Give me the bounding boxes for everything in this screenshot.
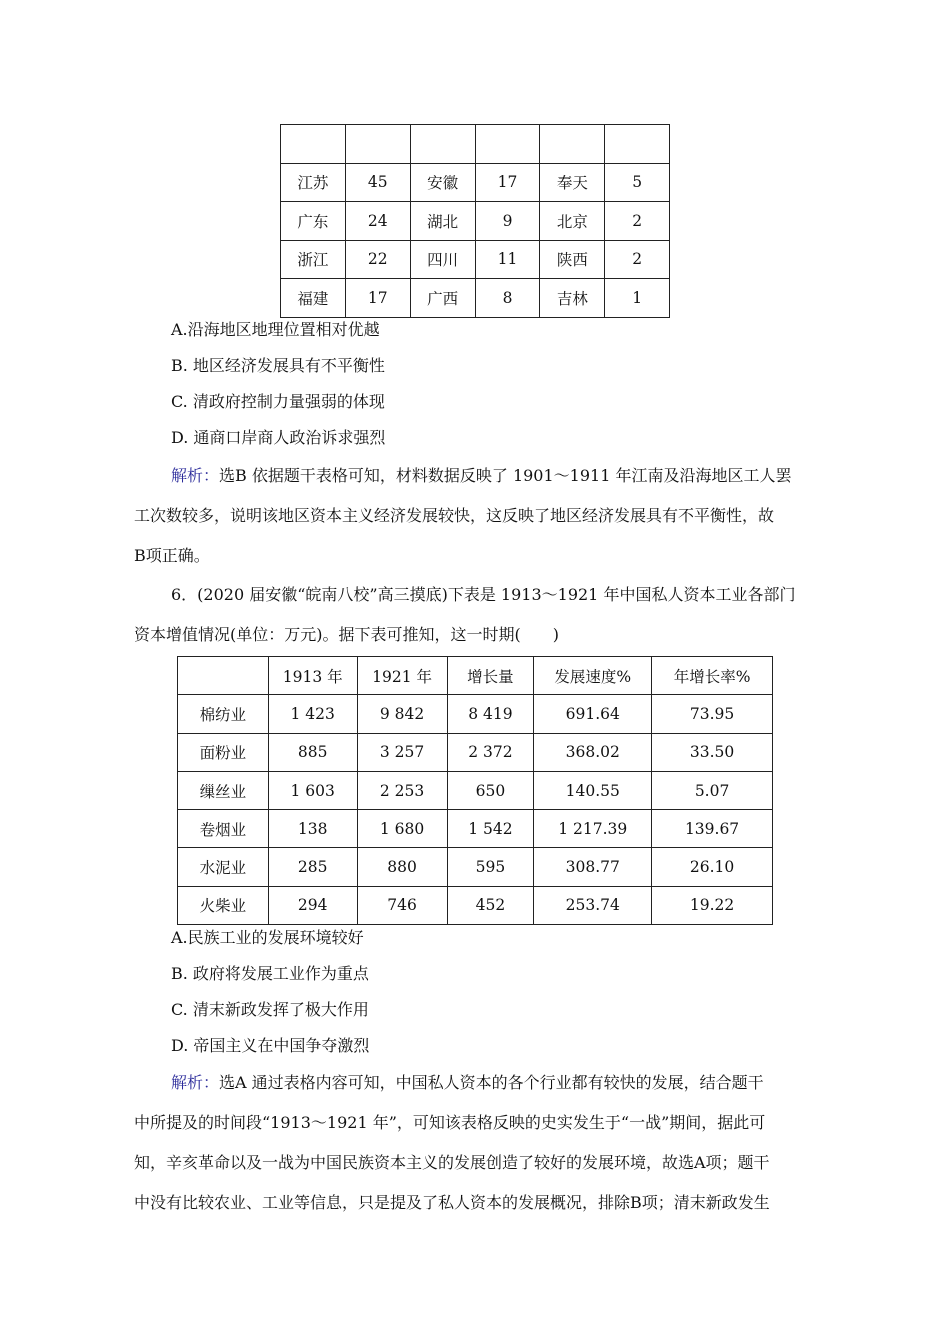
strike-count-table [280, 124, 670, 318]
header-cell [178, 657, 269, 695]
table-cell: 26.10 [652, 848, 773, 886]
header-cell [605, 125, 670, 164]
table-cell: 22 [345, 240, 410, 279]
analysis-text: 选B 依据题干表格可知，材料数据反映了 1901～1911 年江南及沿海地区工人罢 [219, 466, 792, 485]
header-cell [410, 125, 475, 164]
table-cell: 746 [357, 886, 447, 924]
table-row [281, 279, 670, 318]
header-cell [345, 125, 410, 164]
table-cell: 1 217.39 [534, 810, 652, 848]
header-cell [475, 125, 540, 164]
table-row [178, 848, 773, 886]
q6-option-d: D. 帝国主义在中国争夺激烈 [171, 1036, 370, 1055]
table-cell: 368.02 [534, 733, 652, 771]
table-cell: 广东 [281, 202, 346, 241]
table-cell: 308.77 [534, 848, 652, 886]
table-cell: 火柴业 [178, 886, 269, 924]
table-cell: 棉纺业 [178, 695, 269, 733]
table-cell: 2 [605, 240, 670, 279]
table-cell: 水泥业 [178, 848, 269, 886]
table-cell: 陕西 [540, 240, 605, 279]
table-cell: 福建 [281, 279, 346, 318]
table-cell: 139.67 [652, 810, 773, 848]
table-cell: 广西 [410, 279, 475, 318]
table-cell: 595 [447, 848, 534, 886]
analysis-text: 选A 通过表格内容可知，中国私人资本的各个行业都有较快的发展，结合题干 [219, 1073, 764, 1092]
table-cell: 面粉业 [178, 733, 269, 771]
table-row [281, 240, 670, 279]
table-cell: 北京 [540, 202, 605, 241]
header-cell [540, 125, 605, 164]
capital-growth-table [177, 656, 773, 925]
table-row [178, 771, 773, 809]
table-cell: 吉林 [540, 279, 605, 318]
table-cell: 2 372 [447, 733, 534, 771]
table-cell: 253.74 [534, 886, 652, 924]
table-cell: 8 [475, 279, 540, 318]
table-cell: 11 [475, 240, 540, 279]
table-cell: 885 [268, 733, 357, 771]
header-cell: 发展速度% [534, 657, 652, 695]
analysis-label: 解析： [171, 1073, 220, 1092]
table-cell: 浙江 [281, 240, 346, 279]
table-cell: 73.95 [652, 695, 773, 733]
q5-option-c: C. 清政府控制力量强弱的体现 [171, 392, 385, 411]
table-cell: 2 253 [357, 771, 447, 809]
table-cell: 17 [345, 279, 410, 318]
table-cell: 138 [268, 810, 357, 848]
q6-stem-line-2: 资本增值情况(单位：万元)。据下表可推知，这一时期( ) [134, 625, 559, 644]
table-cell: 33.50 [652, 733, 773, 771]
table-cell: 8 419 [447, 695, 534, 733]
table-cell: 5.07 [652, 771, 773, 809]
table-cell: 江苏 [281, 163, 346, 202]
table-cell: 650 [447, 771, 534, 809]
table-cell: 691.64 [534, 695, 652, 733]
table-cell: 880 [357, 848, 447, 886]
table-cell: 1 423 [268, 695, 357, 733]
table-cell: 卷烟业 [178, 810, 269, 848]
table-cell: 1 542 [447, 810, 534, 848]
table-cell: 9 [475, 202, 540, 241]
table-cell: 安徽 [410, 163, 475, 202]
header-cell [281, 125, 346, 164]
table-row [178, 810, 773, 848]
table-row [178, 733, 773, 771]
q5-option-d: D. 通商口岸商人政治诉求强烈 [171, 428, 386, 447]
table-cell: 缫丝业 [178, 771, 269, 809]
q6-analysis-line-3: 知，辛亥革命以及一战为中国民族资本主义的发展创造了较好的发展环境，故选A项；题干 [134, 1153, 770, 1172]
table-cell: 1 680 [357, 810, 447, 848]
table-cell: 45 [345, 163, 410, 202]
table-cell: 140.55 [534, 771, 652, 809]
table-cell: 奉天 [540, 163, 605, 202]
q6-option-b: B. 政府将发展工业作为重点 [171, 964, 369, 983]
table-cell: 294 [268, 886, 357, 924]
table-cell: 2 [605, 202, 670, 241]
table-cell: 452 [447, 886, 534, 924]
q6-analysis-line-4: 中没有比较农业、工业等信息，只是提及了私人资本的发展概况，排除B项；清末新政发生 [134, 1193, 770, 1212]
header-cell: 增长量 [447, 657, 534, 695]
header-cell: 1921 年 [357, 657, 447, 695]
q6-option-c: C. 清末新政发挥了极大作用 [171, 1000, 369, 1019]
table-cell: 5 [605, 163, 670, 202]
q5-option-a: A.沿海地区地理位置相对优越 [171, 320, 380, 339]
table-row [178, 886, 773, 924]
table-row [281, 202, 670, 241]
table-header-row [178, 657, 773, 695]
q5-option-b: B. 地区经济发展具有不平衡性 [171, 356, 385, 375]
q5-analysis-line-1 [171, 466, 791, 486]
q6-option-a: A.民族工业的发展环境较好 [171, 928, 364, 947]
table-cell: 9 842 [357, 695, 447, 733]
table-cell: 3 257 [357, 733, 447, 771]
header-cell: 1913 年 [268, 657, 357, 695]
table-row [178, 695, 773, 733]
q6-analysis-line-1 [171, 1073, 764, 1093]
header-cell: 年增长率% [652, 657, 773, 695]
table-row [281, 163, 670, 202]
q6-analysis-line-2: 中所提及的时间段“1913～1921 年”，可知该表格反映的史实发生于“一战”期间，据此可 [134, 1113, 766, 1132]
q6-stem-line-1: 6．(2020 届安徽“皖南八校”高三摸底)下表是 1913～1921 年中国私人资本工业各部门 [171, 585, 796, 604]
table-cell: 1 [605, 279, 670, 318]
table-cell: 285 [268, 848, 357, 886]
table-cell: 19.22 [652, 886, 773, 924]
table-cell: 四川 [410, 240, 475, 279]
q5-analysis-line-3: B项正确。 [134, 546, 210, 565]
q5-analysis-line-2: 工次数较多，说明该地区资本主义经济发展较快，这反映了地区经济发展具有不平衡性，故 [134, 506, 775, 525]
table-header-row [281, 125, 670, 164]
analysis-label: 解析： [171, 466, 220, 485]
table-cell: 24 [345, 202, 410, 241]
table-cell: 1 603 [268, 771, 357, 809]
table-cell: 17 [475, 163, 540, 202]
table-cell: 湖北 [410, 202, 475, 241]
